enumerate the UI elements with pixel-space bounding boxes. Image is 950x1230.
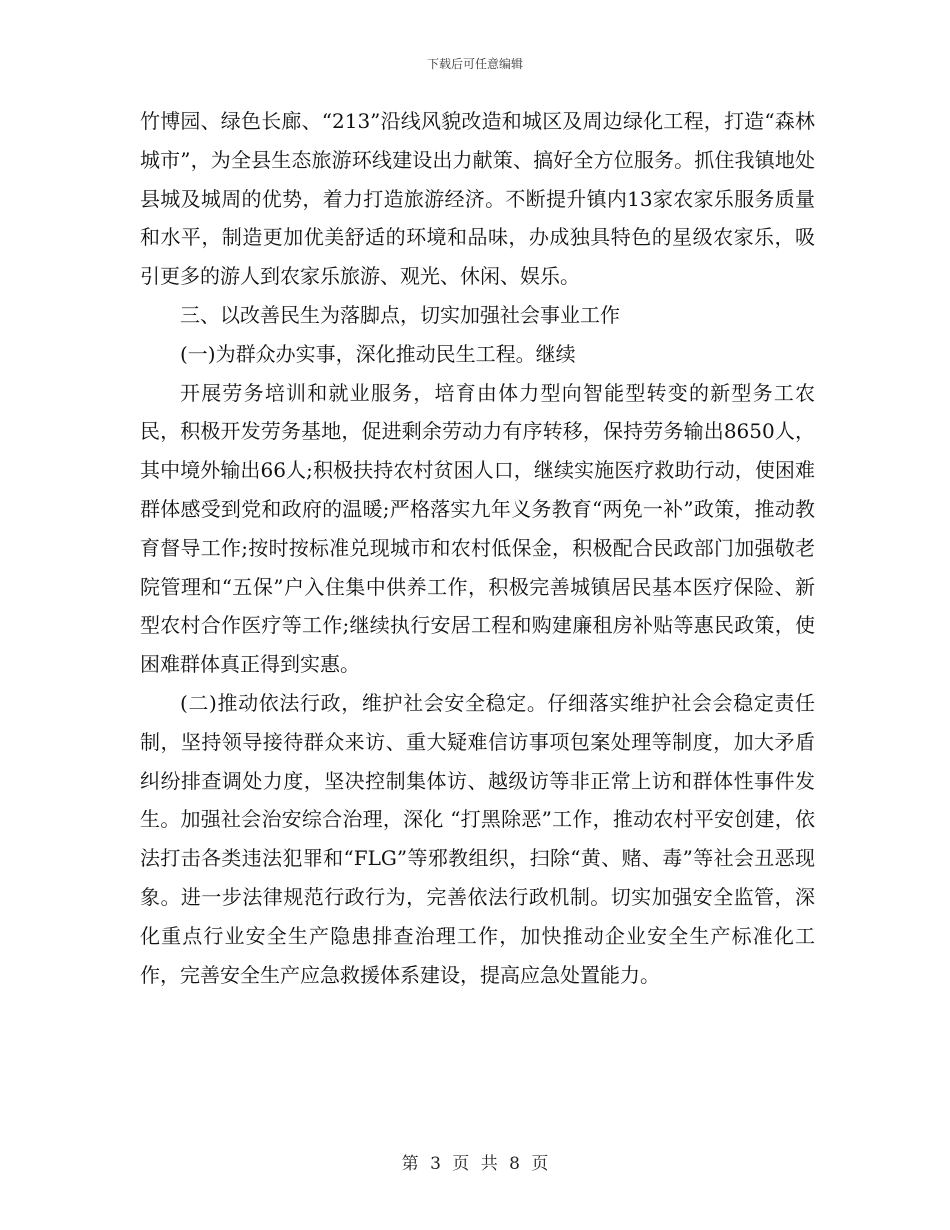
page-footer: 第 3 页 共 8 页 xyxy=(401,1154,549,1174)
page-header: 下载后可任意编辑 xyxy=(426,57,523,71)
section-heading-3: 三、以改善民生为落脚点，切实加强社会事业工作 xyxy=(180,302,620,327)
paragraph-law-stability: (二)推动依法行政，维护社会安全稳定。仔细落实维护社会会稳定责任制，坚持领导接待群众来访、重大疑难信访事项包案处理等制度，加大矛盾纠纷排查调处力度，坚决控制集体访、越级访等非正常上访和群体性事件发生。加强社会治安综合治理，深化 “打黑除恶”工作，推动农村平安创建，依法打击各类违法犯罪和“FLG”等邪教组织，扫除“黄、赌、毒”等社会丑恶现象。进一步法律规范行政行为，完善依法行政机制。切实加强安全监管，深化重点行业安全生产隐患排查治理工作，加快推动企业安全生产标准化工作，完善安全生产应急救援体系建设，提高应急处置能力。 xyxy=(140,690,815,987)
document-body xyxy=(140,102,815,994)
subsection-heading-1: (一)为群众办实事，深化推动民生工程。继续 xyxy=(180,341,576,366)
paragraph-livelihood: 开展劳务培训和就业服务，培育由体力型向智能型转变的新型务工农民，积极开发劳务基地，促进剩余劳动力有序转移，保持劳务输出8650人，其中境外输出66人;积极扶持农村贫困人口，继续实施医疗救助行动，使困难群体感受到党和政府的温暖;严格落实九年义务教育“两免一补”政策，推动教育督导工作;按时按标准兑现城市和农村低保金，积极配合民政部门加强敬老院管理和“五保”户入住集中供养工作，积极完善城镇居民基本医疗保险、新型农村合作医疗等工作;继续执行安居工程和购建廉租房补贴等惠民政策，使困难群体真正得到实惠。 xyxy=(140,380,815,677)
paragraph-tourism: 竹博园、绿色长廊、“213”沿线风貌改造和城区及周边绿化工程，打造“森林城市”，为全县生态旅游环线建设出力献策、搞好全方位服务。抓住我镇地处县城及城周的优势，着力打造旅游经济。不断提升镇内13家农家乐服务质量和水平，制造更加优美舒适的环境和品味，办成独具特色的星级农家乐，吸引更多的游人到农家乐旅游、观光、休闲、娱乐。 xyxy=(140,109,815,289)
